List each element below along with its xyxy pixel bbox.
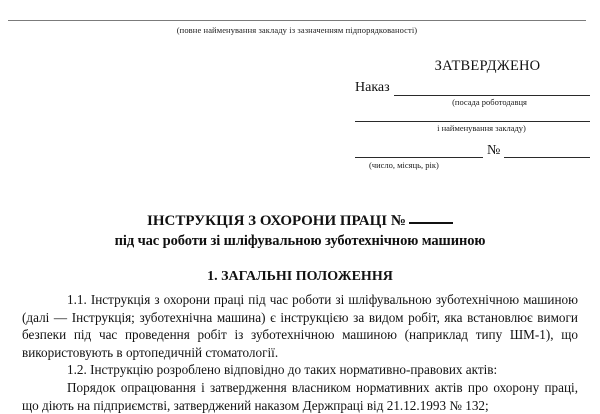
organization-name-block [8,20,586,36]
approval-title: ЗАТВЕРДЖЕНО [434,58,541,74]
approval-block [355,57,590,171]
document-title-text: ІНСТРУКЦІЯ З ОХОРОНИ ПРАЦІ № [147,213,406,229]
number-sign: № [487,143,501,158]
paragraph-1-1: 1.1. Інструкція з охорони праці під час роботи зі шліфувальною зуботехнічною машиною (далі — Інструкція; зуботехнічна машина) є інструкцією за видом робіт, яка встановлює вимоги безпеки під час проведення робіт із зуботехнічною машиною (наприклад типу ШМ-1), що використовують в ортопедичній стоматології. [22,292,578,360]
approval-position-caption: (посада роботодавця [452,97,527,107]
page-title [20,211,580,251]
approval-institution-caption: і найменування закладу) [437,123,526,133]
institution-blank-line [355,121,590,122]
order-date-blank-line [355,144,483,158]
approval-date-caption: (число, місяць, рік) [369,160,439,170]
order-number-blank-line [504,144,590,158]
order-position-blank-line [394,82,590,96]
organization-name-rule [8,20,586,21]
order-label: Наказ [355,80,390,95]
section-heading-general-provisions: 1. ЗАГАЛЬНІ ПОЛОЖЕННЯ [207,269,393,284]
order-row [355,79,590,96]
document-body [22,291,578,414]
paragraph-1-2-item-1: Порядок опрацювання і затвердження власником нормативних актів про охорону праці, що діють на підприємстві, затверджений наказом Держпраці від 21.12.1993 № 132; [22,379,578,413]
order-number-row [355,143,590,158]
document-title-line-1 [20,211,580,231]
document-number-blank [409,222,453,224]
organization-name-caption: (повне найменування закладу із зазначенням підпорядкованості) [176,25,418,35]
document-title-line-2: під час роботи зі шліфувальною зуботехнічною машиною [114,233,486,249]
paragraph-1-2: 1.2. Інструкцію розроблено відповідно до таких нормативно-правових актів: [67,362,498,378]
